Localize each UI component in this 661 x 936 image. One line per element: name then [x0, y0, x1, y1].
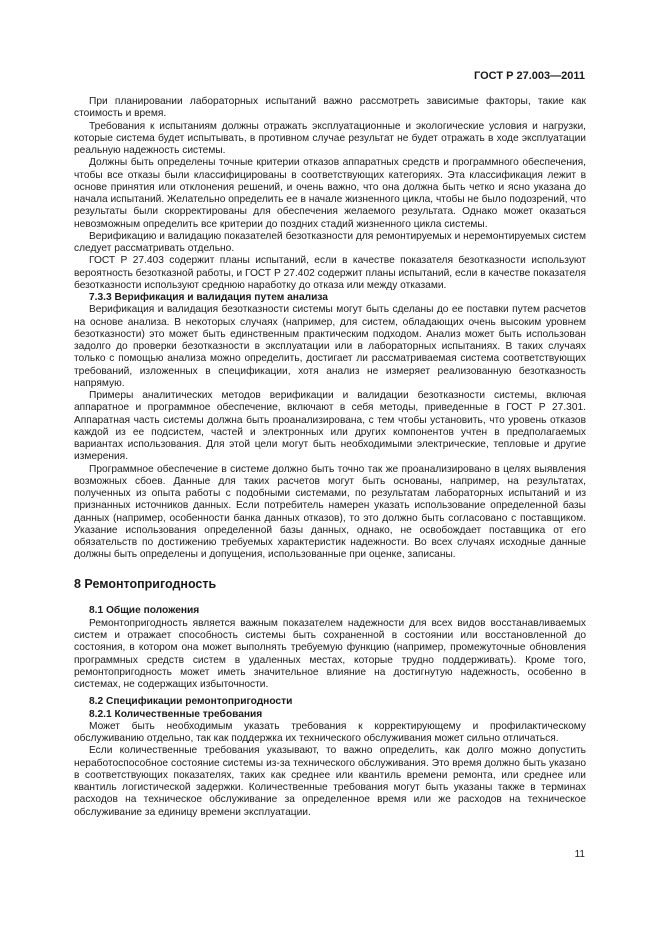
paragraph: ГОСТ Р 27.403 содержит планы испытаний, если в качестве показателя безотказности используют вероятность безотказной работы, и ГОСТ Р 27.402 содержит планы испытаний, если в качестве показателя безотказности используют среднюю наработку до отказа или между отказами. — [74, 255, 586, 291]
paragraph: Если количественные требования указывают, то важно определить, как долго можно допустить неработоспособное состояние системы из-за технического обслуживания. Это время должно быть указано в соответствующих показателях, таких как среднее или квантиль времени ремонта, или среднее или квантиль логистической задержки. Количественные требования могут быть указаны также в терминах расходов на техническое обслуживание за определенное время или же расходов на техническое обслуживание за единицу времени эксплуатации. — [74, 745, 586, 818]
paragraph: Примеры аналитических методов верификации и валидации безотказности системы, включая аппаратное и программное обеспечение, включают в себя методы, приведенные в ГОСТ Р 27.301. Аппаратная часть системы должна быть проанализирована, с тем чтобы установить, что уровень отказов каждой из ее подсистем, частей и электронных или других компонентов учтен в предполагаемых вариантах использования. Для этой цели могут быть необходимыми электрические, тепловые и другие измерения. — [74, 390, 586, 463]
section-heading-8-2-1: 8.2.1 Количественные требования — [89, 708, 263, 720]
paragraph: При планировании лабораторных испытаний важно рассмотреть зависимые факторы, такие как стоимость и время. — [74, 96, 586, 120]
paragraph: Ремонтопригодность является важным показателем надежности для всех видов восстанавливаемых систем и отражает способность системы быть сохраненной в состоянии или восстановленной до состояния, в котором она может выполнять требуемую функцию (например, промежуточные обновления программных средств систем в удаленных местах, которые трудно поддерживать). Кроме того, ремонтопригодность может иметь значительное влияние на достигнутую надежность, особенно в системах, не содержащих избыточности. — [74, 617, 586, 690]
page-number: 11 — [574, 849, 585, 860]
paragraph: Должны быть определены точные критерии отказов аппаратных средств и программного обеспечения, чтобы все отказы были классифицированы в соответствующих категориях. Эта классификация лежит в основе принятия или отклонения решений, и очень важно, что она должна быть четко и ясно указана до начала испытаний. Желательно определить ее в начале жизненного цикла, чтобы не было подозрений, что результаты были скорректированы для обеспечения желаемого результата. Однако может оказаться невозможным определить все критерии до поздних стадий жизненного цикла системы. — [74, 157, 586, 230]
section-heading-8: 8 Ремонтопригодность — [74, 576, 217, 591]
section-heading-8-2: 8.2 Спецификации ремонтопригодности — [89, 696, 293, 708]
paragraph: Верификацию и валидацию показателей безотказности для ремонтируемых и неремонтируемых систем следует рассматривать отдельно. — [74, 230, 586, 254]
paragraph: Может быть необходимым указать требования к корректирующему и профилактическому обслуживанию отдельно, так как поддержка их технического обслуживания может сильно отличаться. — [74, 720, 586, 744]
paragraph: Требования к испытаниям должны отражать эксплуатационные и экологические условия и нагрузки, которые система будет испытывать, в противном случае результат не будет отражать в ходе эксплуатации реальную надежность системы. — [74, 120, 586, 156]
section-heading-8-1: 8.1 Общие положения — [89, 604, 200, 616]
page-body — [74, 96, 586, 819]
document-header: ГОСТ Р 27.003—2011 — [474, 70, 585, 82]
paragraph: Программное обеспечение в системе должно быть точно так же проанализировано в целях выявления возможных сбоев. Данные для таких расчетов могут быть основаны, например, на результатах, полученных из опыта работы с подобными системами, по результатам лабораторных испытаний и из признанных источников данных. Если потребитель намерен указать использование определенной базы данных (например, особенности банка данных отказов), то это должно быть согласовано с поставщиком. Указание использования определенной базы данных, однако, не освобождает поставщика от его обязательств по достижению требуемых характеристик надежности. Во всех случаях исходные данные должны быть определены и допущения, использованные при оценке, записаны. — [74, 463, 586, 561]
paragraph: Верификация и валидация безотказности системы могут быть сделаны до ее поставки путем расчетов на основе анализа. В некоторых случаях (например, для систем, обладающих очень высоким уровнем безотказности) это может быть единственным практическим подходом. Анализ может быть использован задолго до проверки безотказности в эксплуатации или в лабораторных испытаниях. В таких случаях только с помощью анализа можно определить, достигает ли рассматриваемая система соответствующих требований, изложенных в спецификации, хотя анализ не измеряет реализованную безотказность напрямую. — [74, 304, 586, 389]
section-heading-7-3-3: 7.3.3 Верификация и валидация путем анализа — [89, 292, 328, 303]
